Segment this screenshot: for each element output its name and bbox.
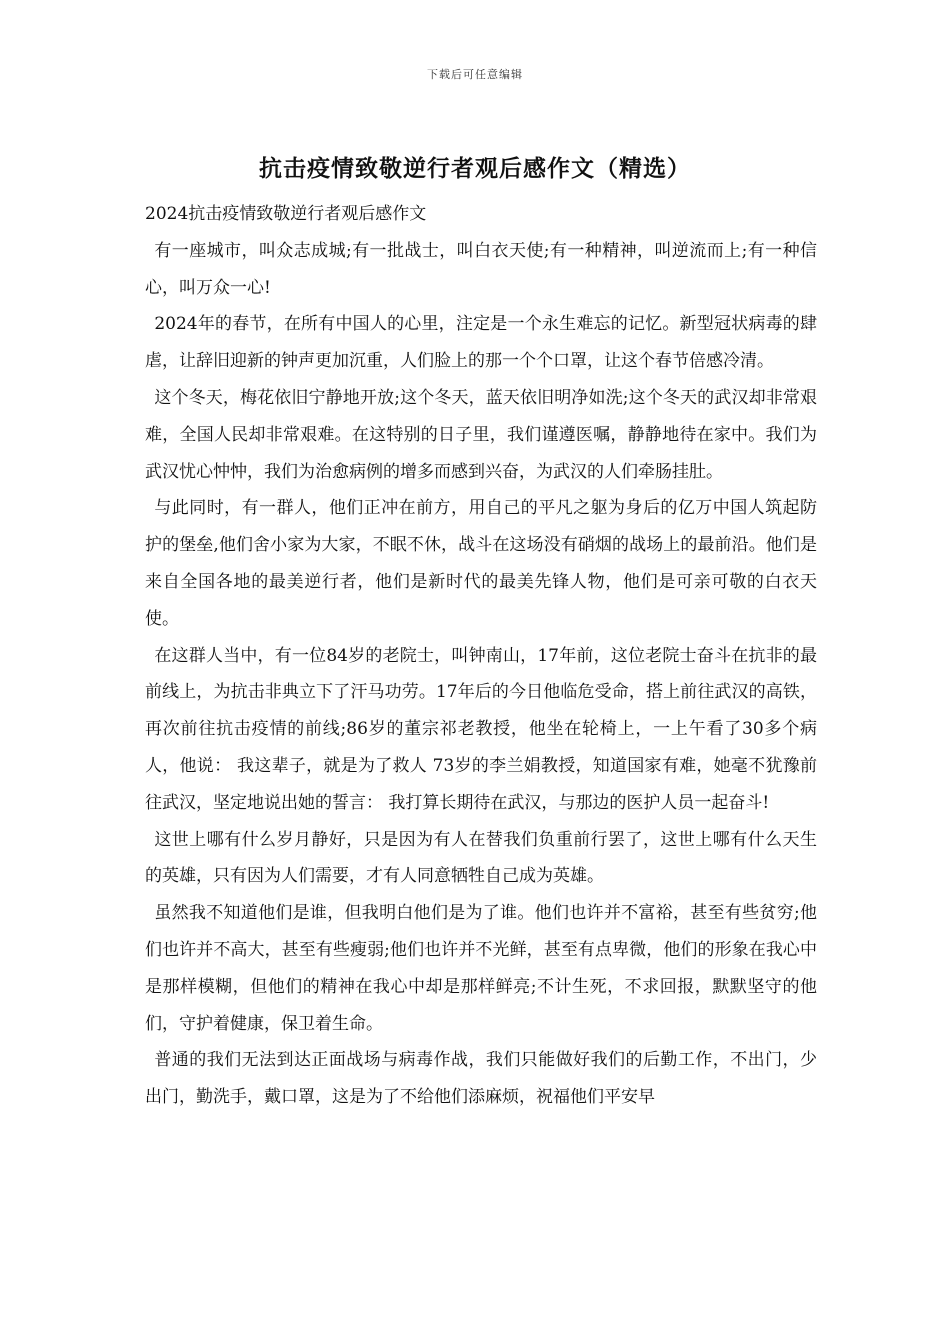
paragraph: 这世上哪有什么岁月静好，只是因为有人在替我们负重前行罢了，这世上哪有什么天生的英雄，只有因为人们需要，才有人同意牺牲自己成为英雄。 (145, 829, 817, 887)
paragraph: 普通的我们无法到达正面战场与病毒作战，我们只能做好我们的后勤工作，不出门，少出门，勤洗手，戴口罩，这是为了不给他们添麻烦，祝福他们平安早 (145, 1050, 817, 1108)
paragraph: 2024年的春节，在所有中国人的心里，注定是一个永生难忘的记忆。新型冠状病毒的肆虐，让辞旧迎新的钟声更加沉重，人们脸上的那一个个口罩，让这个春节倍感冷清。 (145, 314, 817, 372)
paragraph: 虽然我不知道他们是谁，但我明白他们是为了谁。他们也许并不富裕，甚至有些贫穷;他们也许并不高大，甚至有些瘦弱;他们也许并不光鲜，甚至有点卑微，他们的形象在我心中是那样模糊，但他们的精神在我心中却是那样鲜亮;不计生死，不求回报，默默坚守的他们，守护着健康，保卫着生命。 (145, 903, 817, 1034)
paragraph: 与此同时，有一群人，他们正冲在前方，用自己的平凡之躯为身后的亿万中国人筑起防护的堡垒,他们舍小家为大家，不眠不休，战斗在这场没有硝烟的战场上的最前沿。他们是来自全国各地的最美逆行者，他们是新时代的最美先锋人物，他们是可亲可敬的白衣天使。 (145, 498, 817, 629)
document-body (145, 196, 817, 1116)
header-note: 下载后可任意编辑 (427, 68, 523, 81)
paragraph: 有一座城市，叫众志成城;有一批战士，叫白衣天使;有一种精神，叫逆流而上;有一种信心，叫万众一心! (145, 240, 817, 298)
document-subtitle: 2024抗击疫情致敬逆行者观后感作文 (145, 204, 427, 224)
paragraph: 在这群人当中，有一位84岁的老院士，叫钟南山，17年前，这位老院士奋斗在抗非的最前线上，为抗击非典立下了汗马功劳。17年后的今日他临危受命，搭上前往武汉的高铁，再次前往抗击疫情的前线;86岁的董宗祁老教授，他坐在轮椅上，一上午看了30多个病人，他说： 我这辈子，就是为了救人 73岁的李兰娟教授，知道国家有难，她毫不犹豫前往武汉，坚定地说出她的誓言： 我打算长期待在武汉，与那边的医护人员一起奋斗! (145, 645, 817, 813)
paragraph: 这个冬天，梅花依旧宁静地开放;这个冬天，蓝天依旧明净如洗;这个冬天的武汉却非常艰难，全国人民却非常艰难。在这特别的日子里，我们谨遵医嘱，静静地待在家中。我们为武汉忧心忡忡，我们为治愈病例的增多而感到兴奋，为武汉的人们牵肠挂肚。 (145, 387, 817, 482)
document-title: 抗击疫情致敬逆行者观后感作文（精选） (259, 155, 691, 182)
